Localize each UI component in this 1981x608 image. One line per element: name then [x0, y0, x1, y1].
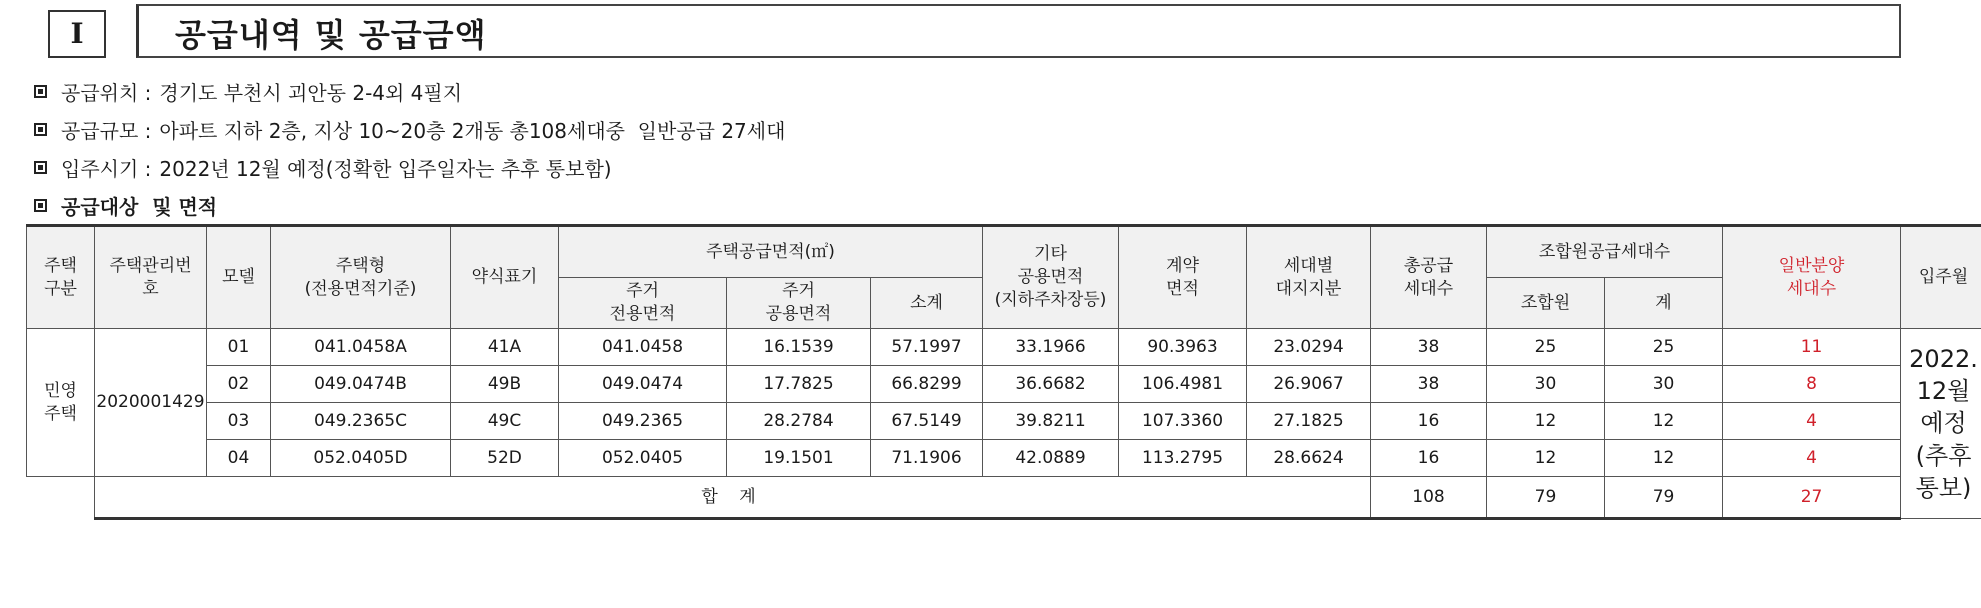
house-type-cell: 052.0405D — [271, 440, 451, 477]
header-exclusive: 주거 전용면적 — [559, 278, 727, 329]
house-type-cell: 041.0458A — [271, 329, 451, 366]
header-housing-type: 주택 구분 — [27, 226, 95, 329]
bullet-square-icon — [34, 85, 47, 98]
total-units-cell: 38 — [1371, 366, 1487, 403]
contract-area-cell: 90.3963 — [1119, 329, 1247, 366]
supply-scale-row — [34, 110, 785, 148]
housing-type-cell: 민영 주택 — [27, 329, 95, 477]
section-title-box — [136, 4, 1901, 58]
model-cell: 03 — [207, 403, 271, 440]
header-other-common: 기타 공용면적 (지하주차장등) — [983, 226, 1119, 329]
supply-area-table — [26, 224, 1981, 520]
land-share-cell: 26.9067 — [1247, 366, 1371, 403]
member-cell: 12 — [1487, 440, 1605, 477]
total-blank-cell — [27, 477, 95, 519]
header-common: 주거 공용면적 — [727, 278, 871, 329]
subtotal-cell: 57.1997 — [871, 329, 983, 366]
other-common-cell: 39.8211 — [983, 403, 1119, 440]
exclusive-cell: 049.2365 — [559, 403, 727, 440]
member-cell: 12 — [1487, 403, 1605, 440]
move-in-cell: 2022. 12월 예정 (추후 통보) — [1901, 329, 1981, 519]
table-row — [27, 329, 1981, 366]
house-type-cell: 049.2365C — [271, 403, 451, 440]
total-units-cell: 16 — [1371, 440, 1487, 477]
bullet-label: 입주시기 : — [61, 156, 152, 181]
general-units-cell: 4 — [1723, 403, 1901, 440]
header-contract-area: 계약 면적 — [1119, 226, 1247, 329]
model-cell: 02 — [207, 366, 271, 403]
move-in-period-row — [34, 148, 785, 186]
header-move-in: 입주월 — [1901, 226, 1981, 329]
bullet-label: 공급규모 : — [61, 118, 152, 143]
bullet-label: 공급위치 : — [61, 80, 152, 105]
model-cell: 04 — [207, 440, 271, 477]
other-common-cell: 36.6682 — [983, 366, 1119, 403]
general-units-cell: 8 — [1723, 366, 1901, 403]
member-total: 79 — [1487, 477, 1605, 519]
member-sum-total: 79 — [1605, 477, 1723, 519]
header-land-share: 세대별 대지지분 — [1247, 226, 1371, 329]
section-number: I — [48, 10, 106, 58]
land-share-cell: 23.0294 — [1247, 329, 1371, 366]
bullet-value: 경기도 부천시 괴안동 2-4외 4필지 — [159, 80, 463, 105]
member-sum-cell: 25 — [1605, 329, 1723, 366]
bullet-square-icon — [34, 199, 47, 212]
header-mgmt-no: 주택관리번 호 — [95, 226, 207, 329]
bullet-value: 2022년 12월 예정(정확한 입주일자는 추후 통보함) — [159, 156, 612, 181]
common-cell: 16.1539 — [727, 329, 871, 366]
land-share-cell: 28.6624 — [1247, 440, 1371, 477]
header-general-units: 일반분양 세대수 — [1723, 226, 1901, 329]
table-row — [27, 366, 1981, 403]
subtotal-cell: 67.5149 — [871, 403, 983, 440]
header-supply-area-group: 주택공급면적(㎡) — [559, 226, 983, 278]
land-share-cell: 27.1825 — [1247, 403, 1371, 440]
short-mark-cell: 49B — [451, 366, 559, 403]
header-model: 모델 — [207, 226, 271, 329]
exclusive-cell: 052.0405 — [559, 440, 727, 477]
header-short-mark: 약식표기 — [451, 226, 559, 329]
table-row — [27, 403, 1981, 440]
total-label: 합 계 — [95, 477, 1371, 519]
exclusive-cell: 049.0474 — [559, 366, 727, 403]
contract-area-cell: 113.2795 — [1119, 440, 1247, 477]
table-header-row — [27, 226, 1981, 278]
total-units-sum: 108 — [1371, 477, 1487, 519]
contract-area-cell: 107.3360 — [1119, 403, 1247, 440]
subtotal-cell: 66.8299 — [871, 366, 983, 403]
header-member-sum: 계 — [1605, 278, 1723, 329]
supply-table-wrapper — [26, 224, 1978, 520]
subheading-text: 공급대상 및 면적 — [61, 194, 218, 219]
total-units-cell: 38 — [1371, 329, 1487, 366]
short-mark-cell: 52D — [451, 440, 559, 477]
common-cell: 28.2784 — [727, 403, 871, 440]
table-row — [27, 440, 1981, 477]
general-units-cell: 11 — [1723, 329, 1901, 366]
house-type-cell: 049.0474B — [271, 366, 451, 403]
common-cell: 19.1501 — [727, 440, 871, 477]
header-subtotal: 소계 — [871, 278, 983, 329]
common-cell: 17.7825 — [727, 366, 871, 403]
member-sum-cell: 30 — [1605, 366, 1723, 403]
contract-area-cell: 106.4981 — [1119, 366, 1247, 403]
header-member-group: 조합원공급세대수 — [1487, 226, 1723, 278]
header-house-type: 주택형 (전용면적기준) — [271, 226, 451, 329]
header-member: 조합원 — [1487, 278, 1605, 329]
supply-target-heading — [34, 186, 785, 224]
general-units-cell: 4 — [1723, 440, 1901, 477]
section-header — [20, 4, 1900, 58]
general-units-total: 27 — [1723, 477, 1901, 519]
model-cell: 01 — [207, 329, 271, 366]
supply-info-list — [34, 72, 785, 224]
member-cell: 25 — [1487, 329, 1605, 366]
header-total-units: 총공급 세대수 — [1371, 226, 1487, 329]
member-sum-cell: 12 — [1605, 440, 1723, 477]
total-row — [27, 477, 1981, 519]
subtotal-cell: 71.1906 — [871, 440, 983, 477]
other-common-cell: 33.1966 — [983, 329, 1119, 366]
short-mark-cell: 41A — [451, 329, 559, 366]
mgmt-no-cell: 2020001429 — [95, 329, 207, 477]
bullet-value: 아파트 지하 2층, 지상 10~20층 2개동 총108세대중 일반공급 27세대 — [159, 118, 786, 143]
section-title: 공급내역 및 공급금액 — [175, 16, 487, 54]
bullet-square-icon — [34, 161, 47, 174]
total-units-cell: 16 — [1371, 403, 1487, 440]
member-cell: 30 — [1487, 366, 1605, 403]
member-sum-cell: 12 — [1605, 403, 1723, 440]
bullet-square-icon — [34, 123, 47, 136]
other-common-cell: 42.0889 — [983, 440, 1119, 477]
exclusive-cell: 041.0458 — [559, 329, 727, 366]
supply-location-row — [34, 72, 785, 110]
short-mark-cell: 49C — [451, 403, 559, 440]
